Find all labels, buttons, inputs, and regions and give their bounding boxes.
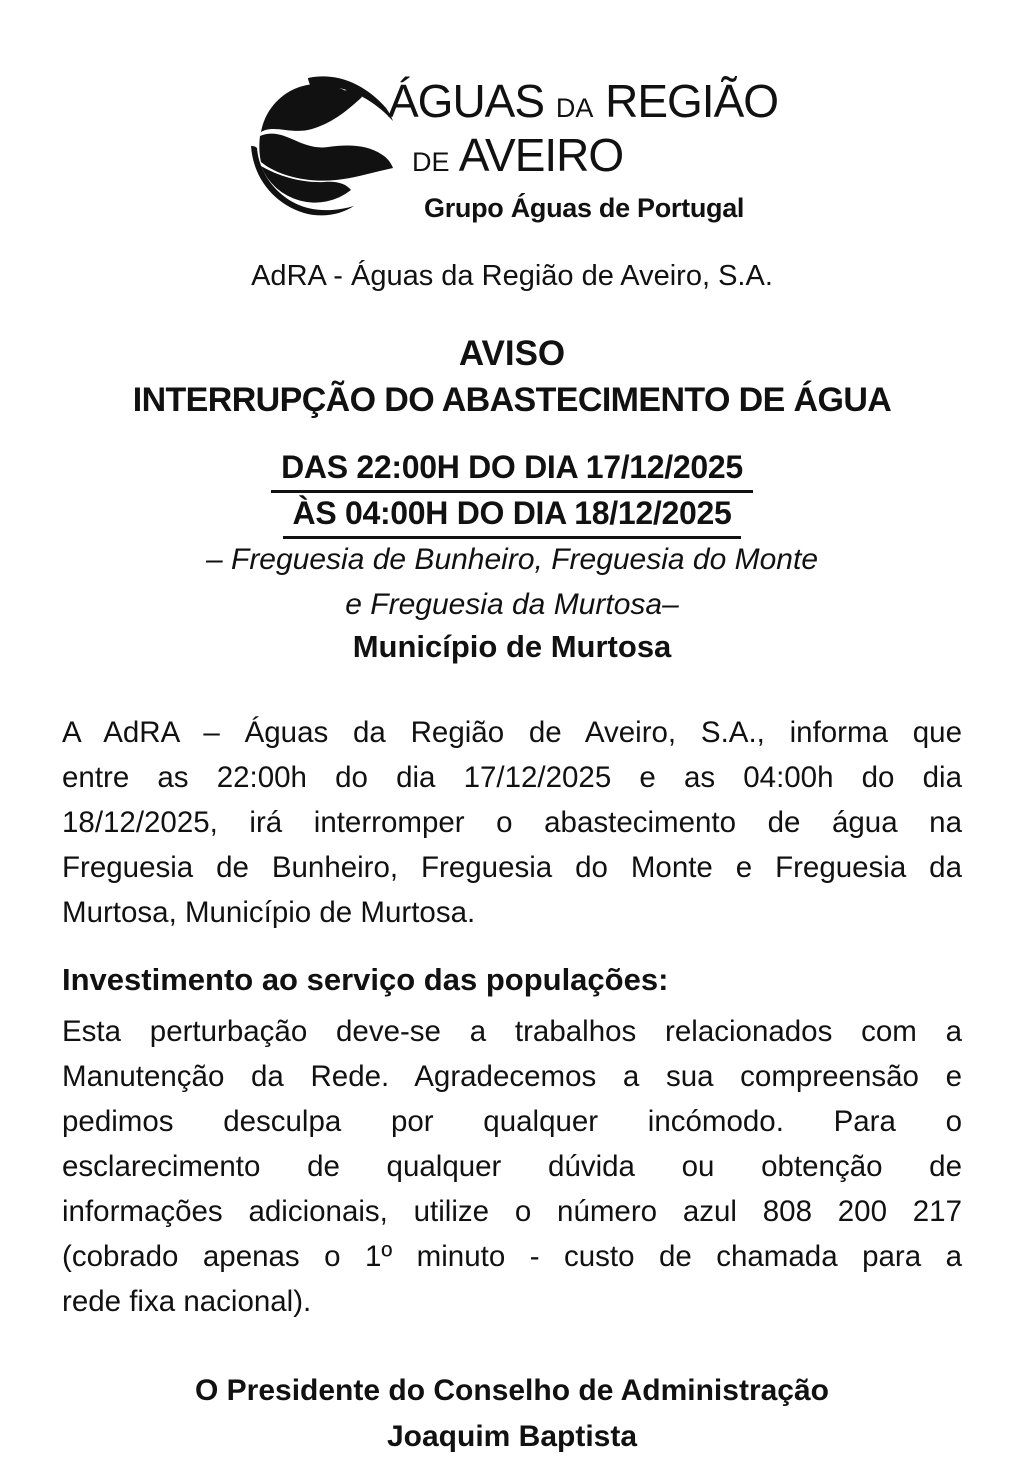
logo — [248, 74, 778, 224]
text-line: Freguesia de Bunheiro, Freguesia do Monte e Freguesia da — [62, 851, 962, 884]
municipality-line: Município de Murtosa — [352, 629, 672, 664]
signature-block — [0, 1368, 1024, 1460]
logo-word-de: DE — [412, 147, 450, 177]
logo-line2 — [412, 129, 778, 181]
company-name-line: AdRA - Águas da Região de Aveiro, S.A. — [251, 260, 773, 292]
paragraph-main — [62, 710, 962, 935]
paragraph-details — [62, 1009, 962, 1324]
text-line: rede fixa nacional). — [62, 1285, 312, 1318]
text-line: Esta perturbação deve-se a trabalhos relacionados com a — [62, 1015, 962, 1048]
text-line: (cobrado apenas o 1º minuto - custo de chamada para a — [62, 1240, 962, 1273]
logo-word-regiao: REGIÃO — [605, 75, 779, 127]
text-line: esclarecimento de qualquer dúvida ou obtenção de — [62, 1150, 962, 1183]
section-heading: Investimento ao serviço das populações: — [62, 962, 669, 997]
logo-word-aveiro: AVEIRO — [458, 129, 624, 181]
affected-area-line1: – Freguesia de Bunheiro, Freguesia do Monte — [205, 543, 819, 576]
logo-wordmark — [388, 74, 778, 224]
text-line: Manutenção da Rede. Agradecemos a sua compreensão e — [62, 1060, 962, 1093]
schedule-from-row — [0, 449, 1024, 493]
logo-group-line: Grupo Águas de Portugal — [424, 193, 745, 223]
text-line: informações adicionais, utilize o número azul 808 200 217 — [62, 1195, 962, 1228]
logo-word-aguas: ÁGUAS — [388, 75, 545, 127]
logo-word-da: DA — [555, 93, 594, 123]
schedule-to-line: ÀS 04:00H DO DIA 18/12/2025 — [283, 495, 742, 539]
text-line: 18/12/2025, irá interromper o abastecimento de água na — [62, 806, 962, 839]
aguas-portugal-sphere-icon — [248, 74, 398, 224]
text-line: pedimos desculpa por qualquer incómodo. Para o — [62, 1105, 962, 1138]
text-line: entre as 22:00h do dia 17/12/2025 e as 04:00h do dia — [62, 761, 962, 794]
schedule-to-row — [0, 495, 1024, 539]
text-line: Murtosa, Município de Murtosa. — [62, 896, 476, 929]
notice-title: AVISO — [458, 334, 566, 373]
logo-line1 — [388, 75, 779, 127]
text-line: A AdRA – Águas da Região de Aveiro, S.A., informa que — [62, 716, 962, 749]
notice-subtitle: INTERRUPÇÃO DO ABASTECIMENTO DE ÁGUA — [132, 381, 892, 419]
signature-title: O Presidente do Conselho de Administração — [194, 1374, 829, 1407]
signature-name: Joaquim Baptista — [386, 1420, 638, 1453]
schedule-from-line: DAS 22:00H DO DIA 17/12/2025 — [271, 449, 753, 493]
affected-area-line2: e Freguesia da Murtosa– — [345, 588, 679, 621]
